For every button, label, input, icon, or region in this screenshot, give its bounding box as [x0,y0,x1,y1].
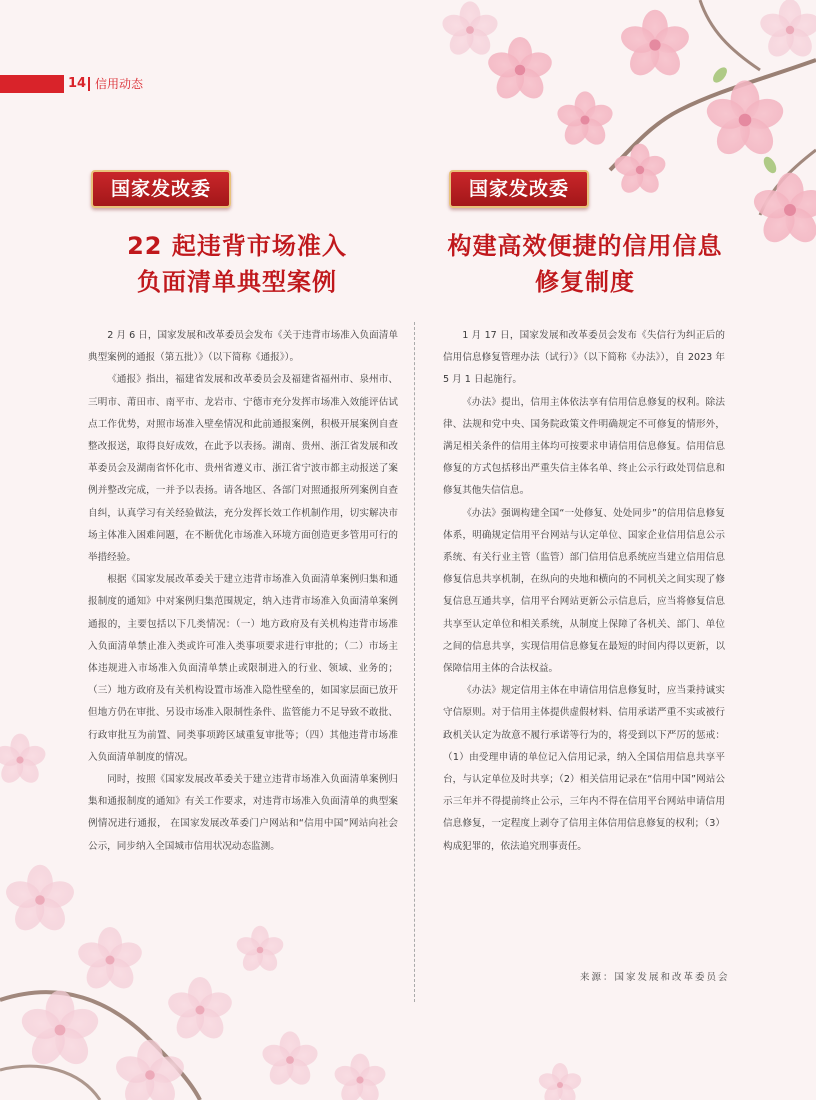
header-separator [88,77,90,91]
article-source: 来源：国家发展和改革委员会 [580,972,730,983]
paragraph: 《办法》提出，信用主体依法享有信用信息修复的权利。除法律、法规和党中央、国务院政策文件明确规定不可修复的情形外，满足相关条件的信用主体均可按要求申请信用信息修复。信用信息修复的方式包括移出严重失信主体名单、终止公示行政处罚信息和修复其他失信信息。 [443,396,725,497]
column-divider [414,322,415,1002]
source-badge-left: 国家发改委 [91,170,231,208]
paragraph: 2 月 6 日，国家发展和改革委员会发布《关于违背市场准入负面清单典型案例的通报（第五批）》（以下简称《通报》）。 [88,330,398,364]
paragraph: 1 月 17 日，国家发展和改革委员会发布《失信行为纠正后的信用信息修复管理办法（试行）》（以下简称《办法》），自 2023 年 5 月 1 日起施行。 [443,330,725,386]
article-title-right [415,228,755,300]
paragraph: 《通报》指出，福建省发展和改革委员会及福建省福州市、泉州市、三明市、莆田市、南平市、龙岩市、宁德市充分发挥市场准入效能评估试点工作优势，对照市场准入壁垒情况和此前通报案例，积极开展案例自查整改报送，取得良好成效，在此予以表扬。湖南、贵州、浙江省发展和改革委员会及湖南省怀化市、贵州省遵义市、浙江省宁波市都主动报送了案例并整改完成，一并予以表扬。请各地区、各部门对照通报所列案例自查自纠，认真学习有关经验做法，充分发挥长效工作机制作用，切实解决市场主体准入困难问题，在不断优化市场准入环境方面创造更多管用可行的举措经验。 [88,374,398,564]
article-title-left [67,228,407,300]
article-body-left [88,325,398,858]
paragraph: 根据《国家发展改革委关于建立违背市场准入负面清单案例归集和通报制度的通知》中对案例归集范围规定，纳入违背市场准入负面清单案例通报的，主要包括以下几类情况：（一）地方政府及有关机构违背市场准入负面清单禁止准入类或许可准入类事项要求进行审批的；（二）市场主体违规进入市场准入负面清单禁止或限制进入的行业、领域、业务的；（三）地方政府及有关机构设置市场准入隐性壁垒的，如国家层面已放开但地方仍在审批、另设市场准入限制性条件、监管能力不足导致不敢批、行政审批互为前置、同类事项跨区域重复审批等；（四）其他违背市场准入负面清单制度的情况。 [88,574,398,763]
article-title-left-line1: 22 起违背市场准入 [127,232,347,260]
source-badge-right: 国家发改委 [449,170,589,208]
header-accent-bar [0,75,64,93]
page-number: 14 [68,76,87,91]
article-body-right [443,325,725,858]
section-title: 信用动态 [95,77,144,91]
article-title-left-line2: 负面清单典型案例 [137,268,337,296]
paragraph: 同时，按照《国家发展改革委关于建立违背市场准入负面清单案例归集和通报制度的通知》有关工作要求，对违背市场准入负面清单的典型案例情况进行通报， 在国家发展改革委门户网站和“信用中国”网站向社会公示，同步纳入全国城市信用状况动态监测。 [88,774,398,852]
article-title-right-line1: 构建高效便捷的信用信息 [447,232,723,260]
paragraph: 《办法》规定信用主体在申请信用信息修复时，应当秉持诚实守信原则。对于信用主体提供虚假材料、信用承诺严重不实或被行政机关认定为故意不履行承诺等行为的，将受到以下严厉的惩戒：（1）由受理申请的单位记入信用记录，纳入全国信用信息共享平台，与认定单位及时共享；（2）相关信用记录在“信用中国”网站公示三年并不得提前终止公示，三年内不得在信用平台网站申请信用信息修复，一定程度上剥夺了信用主体信用信息修复的权利；（3）构成犯罪的，依法追究刑事责任。 [443,685,725,852]
paragraph: 《办法》强调构建全国“一处修复、处处同步”的信用信息修复体系，明确规定信用平台网站与认定单位、国家企业信用信息公示系统、有关行业主管（监管）部门信用信息系统应当建立信用信息修复信息共享机制，在纵向的央地和横向的不同机关之间实现了修复信息互通共享，信用平台网站更新公示信息后，应当将修复信息共享至认定单位和相关系统，从制度上保障了各机关、部门、单位之间的信息共享，实现信用信息修复在最短的时间内得以更新，以保障信用主体的合法权益。 [443,507,725,675]
article-title-right-line2: 修复制度 [535,268,635,296]
